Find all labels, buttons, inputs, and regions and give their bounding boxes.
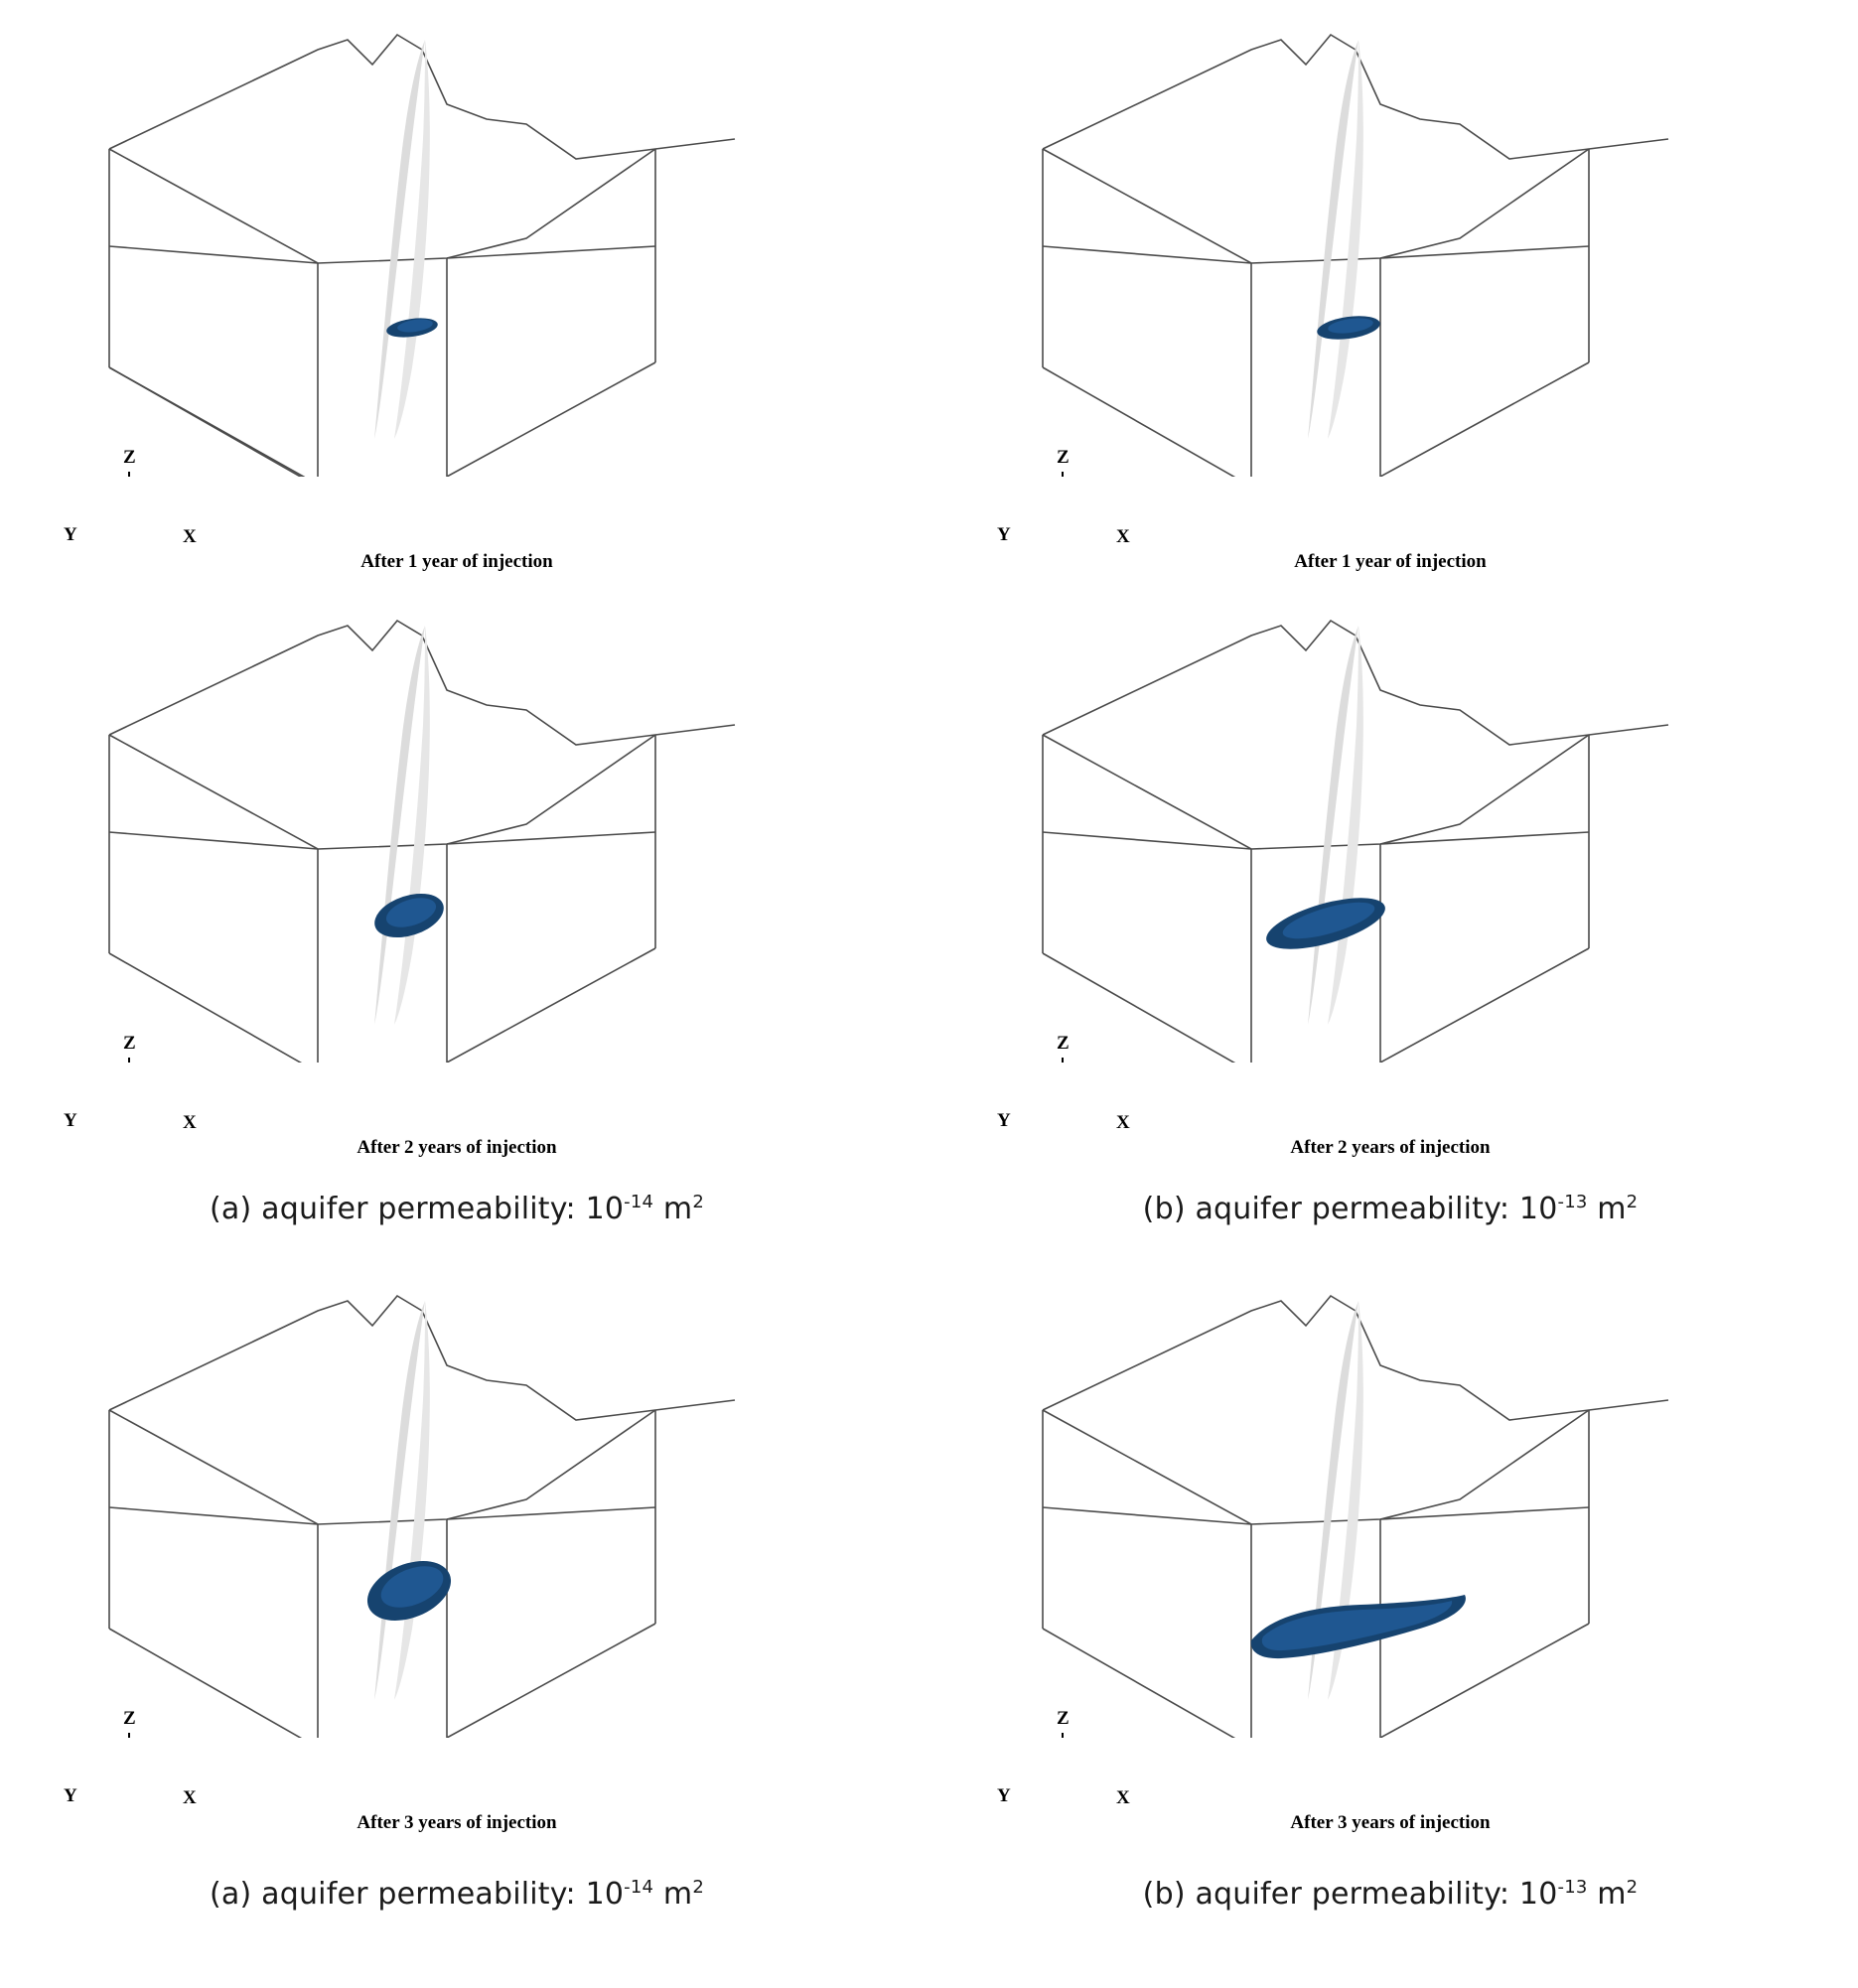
subcaption-b-top-suffix: m bbox=[1587, 1192, 1627, 1226]
axis-label-z: Z bbox=[123, 1033, 136, 1054]
axis-label-x: X bbox=[183, 1112, 197, 1133]
subcaption-b-bottom-unit-exponent: 2 bbox=[1626, 1877, 1639, 1898]
axis-label-y: Y bbox=[997, 1785, 1011, 1806]
panel-b-2years bbox=[953, 596, 1827, 1158]
subcaption-a-bottom-prefix: (a) aquifer permeability: 10 bbox=[210, 1877, 625, 1912]
panel-time-caption: After 3 years of injection bbox=[357, 1812, 557, 1833]
axis-label-y: Y bbox=[997, 524, 1011, 545]
subcaption-b-top bbox=[953, 1192, 1827, 1226]
subcaption-b-bottom-prefix: (b) aquifer permeability: 10 bbox=[1142, 1877, 1558, 1912]
subcaption-b-top-exponent: -13 bbox=[1557, 1192, 1588, 1212]
subcaption-a-top-unit-exponent: 2 bbox=[692, 1192, 704, 1212]
axis-triad bbox=[1029, 472, 1104, 477]
axis-label-x: X bbox=[183, 526, 197, 547]
reservoir-box-render bbox=[953, 10, 1827, 477]
subcaption-a-bottom bbox=[20, 1877, 894, 1912]
subcaption-b-bottom-exponent: -13 bbox=[1557, 1877, 1588, 1898]
panel-a-3years bbox=[20, 1271, 894, 1833]
axis-triad bbox=[95, 1058, 171, 1063]
subcaption-a-top-exponent: -14 bbox=[624, 1192, 654, 1212]
axis-label-x: X bbox=[1116, 526, 1130, 547]
subcaption-a-top-suffix: m bbox=[653, 1192, 693, 1226]
axis-label-y: Y bbox=[64, 524, 77, 545]
panel-time-caption: After 1 year of injection bbox=[360, 551, 553, 572]
panel-b-1year bbox=[953, 10, 1827, 572]
axis-label-x: X bbox=[1116, 1112, 1130, 1133]
axis-triad bbox=[1029, 1733, 1104, 1738]
axis-triad bbox=[95, 1733, 171, 1738]
reservoir-box-render bbox=[953, 596, 1827, 1063]
subcaption-a-bottom-exponent: -14 bbox=[624, 1877, 654, 1898]
subcaption-b-bottom bbox=[953, 1877, 1827, 1912]
axis-label-y: Y bbox=[64, 1110, 77, 1131]
axis-label-y: Y bbox=[64, 1785, 77, 1806]
axis-label-x: X bbox=[183, 1787, 197, 1808]
reservoir-box-render bbox=[20, 10, 894, 477]
axis-triad bbox=[95, 472, 171, 477]
axis-label-z: Z bbox=[1057, 1033, 1070, 1054]
axis-label-x: X bbox=[1116, 1787, 1130, 1808]
axis-label-z: Z bbox=[1057, 447, 1070, 468]
subcaption-a-top-prefix: (a) aquifer permeability: 10 bbox=[210, 1192, 625, 1226]
panel-time-caption: After 2 years of injection bbox=[357, 1137, 557, 1158]
subcaption-a-bottom-unit-exponent: 2 bbox=[692, 1877, 704, 1898]
axis-label-z: Z bbox=[1057, 1708, 1070, 1729]
axis-label-y: Y bbox=[997, 1110, 1011, 1131]
panel-a-2years bbox=[20, 596, 894, 1158]
axis-label-z: Z bbox=[123, 1708, 136, 1729]
subcaption-a-bottom-suffix: m bbox=[653, 1877, 693, 1912]
panel-b-3years bbox=[953, 1271, 1827, 1833]
subcaption-b-bottom-suffix: m bbox=[1587, 1877, 1627, 1912]
panel-time-caption: After 1 year of injection bbox=[1294, 551, 1487, 572]
panel-time-caption: After 2 years of injection bbox=[1290, 1137, 1491, 1158]
reservoir-box-render bbox=[20, 1271, 894, 1738]
axis-triad bbox=[1029, 1058, 1104, 1063]
panel-a-1year bbox=[20, 10, 894, 572]
panel-time-caption: After 3 years of injection bbox=[1290, 1812, 1491, 1833]
subcaption-b-top-prefix: (b) aquifer permeability: 10 bbox=[1142, 1192, 1558, 1226]
axis-label-z: Z bbox=[123, 447, 136, 468]
subcaption-a-top bbox=[20, 1192, 894, 1226]
reservoir-box-render bbox=[953, 1271, 1827, 1738]
subcaption-b-top-unit-exponent: 2 bbox=[1626, 1192, 1639, 1212]
reservoir-box-render bbox=[20, 596, 894, 1063]
